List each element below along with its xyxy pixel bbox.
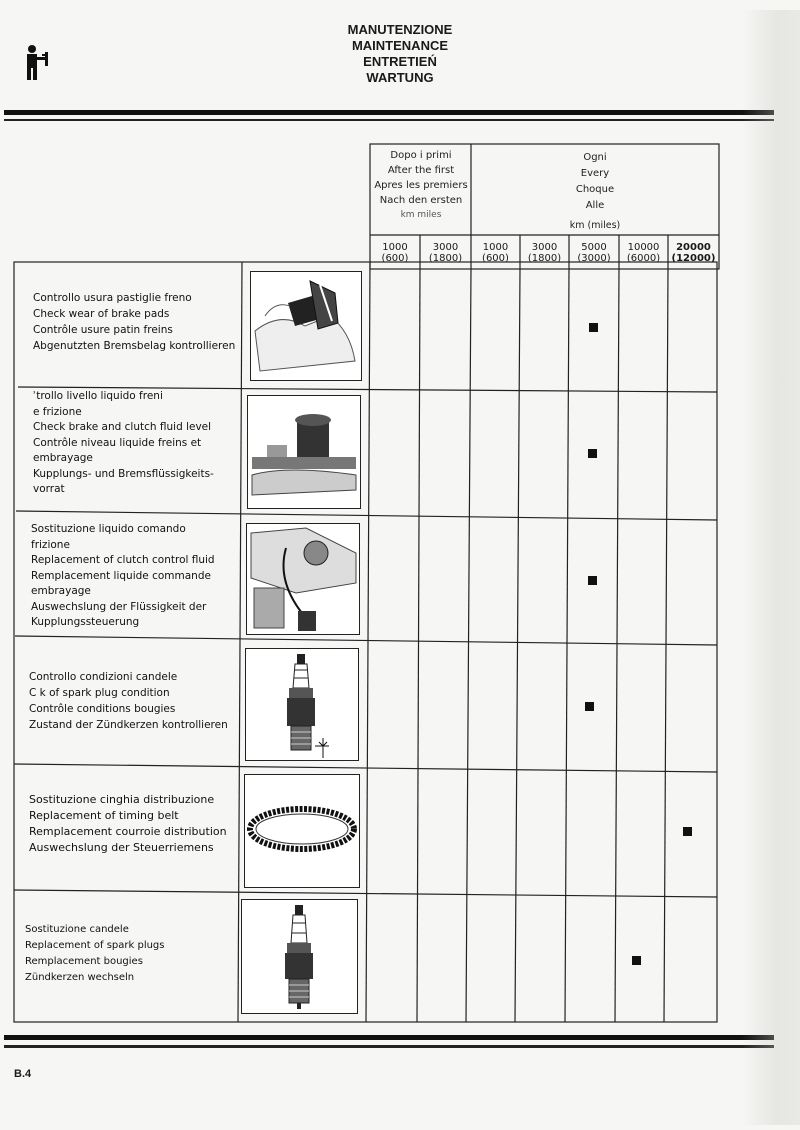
timing-belt-illustration [244,774,360,888]
km-col-4: 3000 (1800) [527,242,562,264]
brake-pads-illustration [250,271,362,381]
km-col-3: 1000 (600) [482,242,509,264]
km-col-7: 20000 (12000) [671,242,716,264]
bottom-rule [4,1035,774,1040]
row-6-mark [632,956,641,965]
km-col-2: 3000 (1800) [428,242,463,264]
row-2-description: ʾtrollo livello liquido freni e frizione Check brake and clutch fluid level Contrôle niveau liquide freins et embrayage Kupplungs- und Bremsflüssigkeits- vorrat [33,390,214,495]
row-2-mark [588,449,597,458]
after-first-header: Dopo i primi After the first Apres les premiers Nach den ersten km miles [374,150,468,220]
row-4-description: Controllo condizioni candele C k of spark plug condition Contrôle conditions bougies Zustand der Zündkerzen kontrollieren [29,671,228,731]
km-col-6: 10000 (6000) [626,242,661,264]
title-it: MANUTENZIONE [347,22,453,37]
row-6-description: Sostituzione candele Replacement of spark plugs Remplacement bougies Zündkerzen wechseln [25,924,165,983]
row-3-description: Sostituzione liquido comando frizione Replacement of clutch control fluid Remplacement liquide commande embrayage Auswechslung der Flüssigkeit der Kupplungssteuerung [31,523,215,628]
spark-plug-illustration [241,899,358,1014]
row-1-mark [589,323,598,332]
clutch-fluid-illustration [246,523,360,635]
page-number: B.4 [14,1068,32,1080]
title-fr: ENTRETIEŃ [363,54,437,69]
title-de: WARTUNG [366,70,434,85]
km-col-5: 5000 (3000) [577,242,611,264]
every-header: Ogni Every Choque Alle km (miles) [569,152,621,231]
row-3-mark [588,576,597,585]
row-5-mark [683,827,692,836]
title-en: MAINTENANCE [351,38,449,53]
bottom-rule-thin [4,1045,774,1048]
fluid-reservoir-illustration [247,395,361,509]
spark-plug-gap-illustration [245,648,359,761]
scan-edge-shadow [742,10,800,1125]
row-4-mark [585,702,594,711]
km-col-1: 1000 (600) [381,242,409,264]
row-5-description: Sostituzione cinghia distribuzione Replacement of timing belt Remplacement courroie distribution Auswechslung der Steuerriemens [29,793,227,854]
row-1-description: Controllo usura pastiglie freno Check wear of brake pads Contrôle usure patin freins Abgenutzten Bremsbelag kontrollieren [33,292,236,352]
